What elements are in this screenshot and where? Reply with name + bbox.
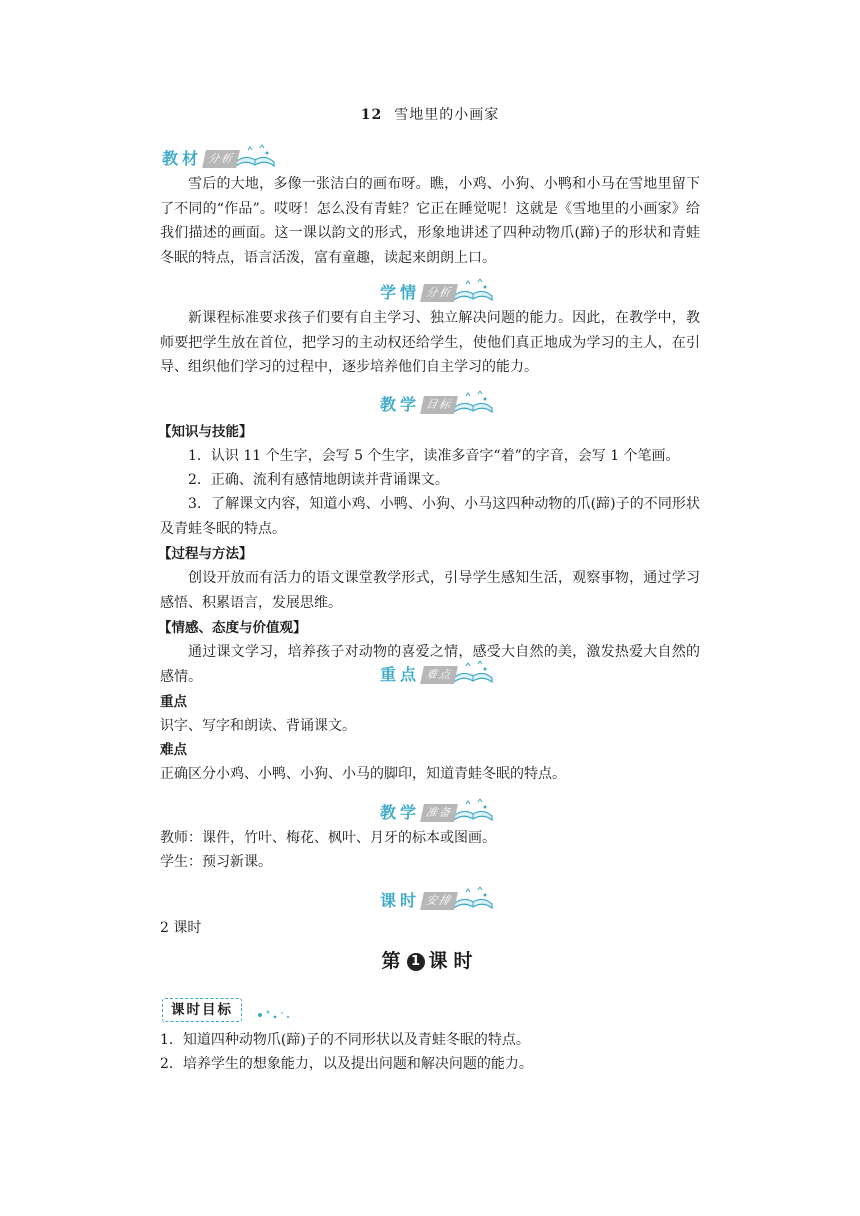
open-book-icon — [234, 144, 276, 170]
knowledge-item-1: 1．认识 11 个生字，会写 5 个生字，读准多音字“着”的字音，会写 1 个笔画。 — [188, 448, 680, 464]
process-heading: 【过程与方法】 — [158, 546, 253, 562]
section-badge-material — [162, 140, 276, 170]
knowledge-item-2: 2．正确、流利有感情地朗读并背诵课文。 — [188, 472, 449, 488]
section-badge-prep — [380, 794, 494, 824]
section-badge-schedule — [380, 882, 494, 912]
emotion-heading: 【情感、态度与价值观】 — [158, 620, 307, 636]
lesson-number: 12 — [360, 107, 383, 123]
key-text: 识字、写字和朗读、背诵课文。 — [160, 718, 356, 734]
prep-teacher: 教师：课件，竹叶、梅花、枫叶、月牙的标本或图画。 — [160, 830, 496, 846]
students-paragraph: 新课程标准要求孩子们要有自主学习、独立解决问题的能力。因此，在教学中，教师要把学生放在首位，把学习的主动权还给学生，使他们真正地成为学习的主人，在引导、组织他们学习的过程中，逐步培养他们自主学习的能力。 — [160, 310, 700, 375]
schedule-text: 2 课时 — [160, 920, 202, 936]
badge-main-text: 教学 — [380, 803, 421, 822]
page-title — [0, 104, 860, 124]
difficulty-heading: 难点 — [160, 742, 187, 758]
badge-sub-text: 目标 — [420, 396, 458, 414]
process-text: 创设开放而有活力的语文课堂教学形式，引导学生感知生活，观察事物，通过学习感悟、积累语言，发展思维。 — [160, 570, 700, 611]
open-book-icon — [452, 278, 494, 304]
lesson-prefix: 第 — [381, 950, 407, 972]
prep-student: 学生：预习新课。 — [160, 854, 272, 870]
badge-sub-text: 安排 — [420, 892, 458, 910]
difficulty-text: 正确区分小鸡、小鸭、小狗、小马的脚印，知道青蛙冬眠的特点。 — [160, 766, 566, 782]
badge-main-text: 重点 — [380, 665, 421, 684]
key-heading: 重点 — [160, 694, 187, 710]
open-book-icon — [452, 660, 494, 686]
section-badge-goals — [380, 386, 494, 416]
badge-main-text: 课时 — [380, 891, 421, 910]
lesson-number-circle: 1 — [407, 953, 425, 971]
lesson-title: 雪地里的小画家 — [394, 107, 500, 123]
open-book-icon — [452, 798, 494, 824]
badge-main-text: 学情 — [380, 283, 421, 302]
lesson-goal-2: 2．培养学生的想象能力，以及提出问题和解决问题的能力。 — [160, 1056, 533, 1072]
lesson-heading — [0, 946, 860, 973]
open-book-icon — [452, 390, 494, 416]
badge-sub-text: 准备 — [420, 804, 458, 822]
knowledge-heading: 【知识与技能】 — [158, 424, 253, 440]
lesson-goals-tag: 课时目标 — [162, 998, 242, 1022]
badge-sub-text: 分析 — [202, 150, 240, 168]
badge-main-text: 教材 — [162, 149, 203, 168]
section-badge-key — [380, 656, 494, 686]
badge-sub-text: 分析 — [420, 284, 458, 302]
emotion-text: 通过课文学习，培养孩子对动物的喜爱之情，感受大自然的美，激发热爱大自然的感情。 — [160, 644, 700, 685]
open-book-icon — [452, 886, 494, 912]
knowledge-item-3: 3．了解课文内容，知道小鸡、小鸭、小狗、小马这四种动物的爪(蹄)子的不同形状及青蛙冬眠的特点。 — [160, 496, 700, 537]
lesson-goal-1: 1．知道四种动物爪(蹄)子的不同形状以及青蛙冬眠的特点。 — [160, 1032, 530, 1048]
badge-main-text: 教学 — [380, 395, 421, 414]
section-badge-students — [380, 274, 494, 304]
lesson-suffix: 课时 — [428, 950, 479, 972]
decorative-dots-icon — [256, 1008, 292, 1022]
badge-sub-text: 难点 — [420, 666, 458, 684]
material-paragraph: 雪后的大地，多像一张洁白的画布呀。瞧，小鸡、小狗、小鸭和小马在雪地里留下了不同的“作品”。哎呀！怎么没有青蛙？它正在睡觉呢！这就是《雪地里的小画家》给我们描述的画面。这一课以韵文的形式，形象地讲述了四种动物爪(蹄)子的形状和青蛙冬眠的特点，语言活泼，富有童趣，读起来朗朗上口。 — [160, 176, 700, 266]
